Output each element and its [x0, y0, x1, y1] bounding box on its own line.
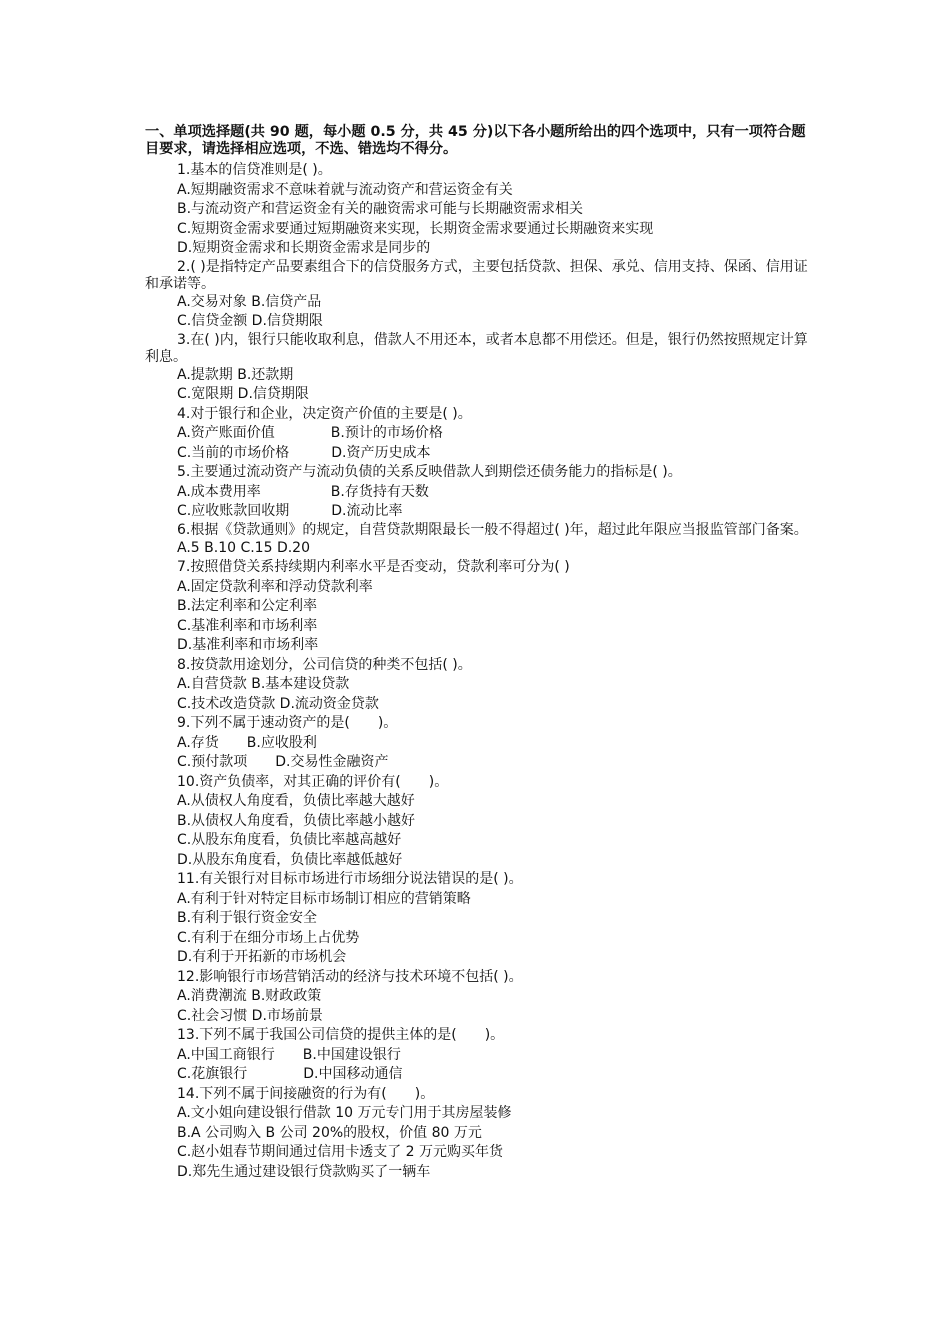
question-list: [145, 161, 810, 1182]
question-1: 1.基本的信贷准则是( )。: [177, 162, 332, 178]
question-9: 9.下列不属于速动资产的是( )。: [177, 715, 398, 731]
question-7-option: D.基准利率和市场利率: [177, 637, 319, 653]
question-5: 5.主要通过流动资产与流动负债的关系反映借款人到期偿还债务能力的指标是( )。: [177, 464, 682, 480]
question-12-option: C.社会习惯 D.市场前景: [177, 1007, 323, 1024]
question-14-option: C.赵小姐春节期间通过信用卡透支了 2 万元购买年货: [177, 1144, 504, 1160]
question-14-option: A.文小姐向建设银行借款 10 万元专门用于其房屋装修: [177, 1105, 512, 1121]
question-7-option: A.固定贷款利率和浮动贷款利率: [177, 578, 373, 595]
question-8-option: C.技术改造贷款 D.流动资金贷款: [177, 695, 379, 712]
question-2-option: C.信贷金额 D.信贷期限: [177, 313, 323, 329]
document-page: [145, 124, 810, 1182]
question-12-option: A.消费潮流 B.财政政策: [177, 988, 322, 1004]
question-4: 4.对于银行和企业，决定资产价值的主要是( )。: [177, 405, 472, 422]
question-7: 7.按照借贷关系持续期内利率水平是否变动，贷款利率可分为( ): [177, 559, 570, 575]
question-9-option: A.存货 B.应收股利: [177, 734, 317, 751]
question-11-option: A.有利于针对特定目标市场制订相应的营销策略: [177, 890, 471, 907]
question-10-option: D.从股东角度看，负债比率越低越好: [177, 851, 403, 868]
section-heading: 一、单项选择题(共 90 题，每小题 0.5 分，共 45 分)以下各小题所给出的四个选项中，只有一项符合题目要求，请选择相应选项，不选、错选均不得分。: [145, 124, 806, 157]
question-9-option: C.预付款项 D.交易性金融资产: [177, 754, 389, 770]
question-11: 11.有关银行对目标市场进行市场细分说法错误的是( )。: [177, 871, 523, 887]
question-3: 3.在( )内，银行只能收取利息，借款人不用还本，或者本息都不用偿还。但是，银行仍然按照规定计算利息。: [145, 331, 808, 365]
question-4-option: A.资产账面价值 B.预计的市场价格: [177, 425, 443, 441]
question-13-option: C.花旗银行 D.中国移动通信: [177, 1066, 403, 1082]
question-13: 13.下列不属于我国公司信贷的提供主体的是( )。: [177, 1027, 505, 1043]
question-11-option: C.有利于在细分市场上占优势: [177, 929, 360, 946]
question-8: 8.按贷款用途划分，公司信贷的种类不包括( )。: [177, 656, 472, 673]
question-10-option: C.从股东角度看，负债比率越高越好: [177, 832, 402, 848]
question-14: 14.下列不属于间接融资的行为有( )。: [177, 1085, 435, 1102]
question-8-option: A.自营贷款 B.基本建设贷款: [177, 676, 350, 692]
question-1-option: C.短期资金需求要通过短期融资来实现，长期资金需求要通过长期融资来实现: [177, 220, 654, 237]
question-4-option: C.当前的市场价格 D.资产历史成本: [177, 444, 431, 461]
question-14-option: D.郑先生通过建设银行贷款购买了一辆车: [177, 1163, 431, 1180]
question-1-option: A.短期融资需求不意味着就与流动资产和营运资金有关: [177, 181, 513, 198]
question-11-option: D.有利于开拓新的市场机会: [177, 949, 347, 965]
question-10-option: B.从债权人角度看，负债比率越小越好: [177, 812, 416, 829]
question-5-option: A.成本费用率 B.存货持有天数: [177, 483, 429, 500]
question-6: 6.根据《贷款通则》的规定，自营贷款期限最长一般不得超过( )年，超过此年限应当报监管部门备案。: [177, 521, 808, 538]
question-1-option: D.短期资金需求和长期资金需求是同步的: [177, 240, 431, 256]
question-7-option: C.基准利率和市场利率: [177, 617, 318, 634]
question-2-option: A.交易对象 B.信贷产品: [177, 293, 322, 310]
question-14-option: B.A 公司购入 B 公司 20%的股权，价值 80 万元: [177, 1124, 482, 1141]
question-3-option: A.提款期 B.还款期: [177, 366, 294, 383]
question-6-option: A.5 B.10 C.15 D.20: [177, 539, 310, 556]
question-3-option: C.宽限期 D.信贷期限: [177, 386, 309, 402]
question-7-option: B.法定利率和公定利率: [177, 598, 318, 614]
question-5-option: C.应收账款回收期 D.流动比率: [177, 503, 403, 519]
question-2: 2.( )是指特定产品要素组合下的信贷服务方式，主要包括贷款、担保、承兑、信用支持、保函、信用证和承诺等。: [145, 258, 808, 292]
question-13-option: A.中国工商银行 B.中国建设银行: [177, 1046, 401, 1063]
question-11-option: B.有利于银行资金安全: [177, 910, 318, 926]
question-10-option: A.从债权人角度看，负债比率越大越好: [177, 793, 415, 809]
question-1-option: B.与流动资产和营运资金有关的融资需求可能与长期融资需求相关: [177, 201, 584, 217]
question-12: 12.影响银行市场营销活动的经济与技术环境不包括( )。: [177, 968, 523, 985]
question-10: 10.资产负债率，对其正确的评价有( )。: [177, 773, 449, 790]
